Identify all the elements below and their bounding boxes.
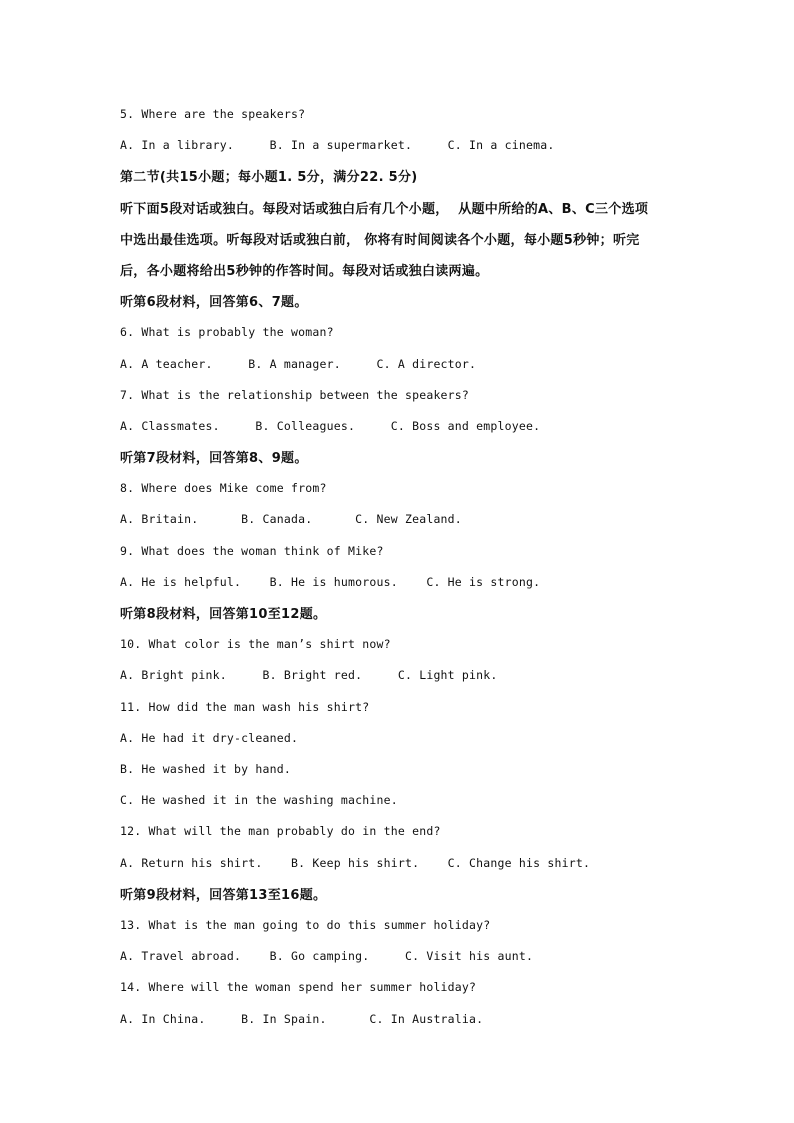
question-12: 12. What will the man probably do in the end? bbox=[120, 824, 441, 838]
question-6: 6. What is probably the woman? bbox=[120, 325, 334, 339]
option-11a: A. He had it dry-cleaned. bbox=[120, 731, 299, 745]
options-6: A. A teacher. B. A manager. C. A director. bbox=[120, 357, 477, 371]
section-heading: 第二节(共15小题；每小题1. 5分，满分22. 5分) bbox=[120, 170, 418, 185]
question-13: 13. What is the man going to do this summer holiday? bbox=[120, 918, 491, 932]
question-8: 8. Where does Mike come from? bbox=[120, 481, 327, 495]
options-9: A. He is helpful. B. He is humorous. C. He is strong. bbox=[120, 575, 541, 589]
option-11b: B. He washed it by hand. bbox=[120, 762, 291, 776]
material-6-heading: 听第6段材料，回答第6、7题。 bbox=[120, 295, 308, 310]
question-5: 5. Where are the speakers? bbox=[120, 107, 306, 121]
question-10: 10. What color is the man’s shirt now? bbox=[120, 637, 391, 651]
instructions-line-1: 听下面5段对话或独白。每段对话或独白后有几个小题， 从题中所给的A、B、C三个选项 bbox=[120, 202, 649, 217]
instructions-line-3: 后，各小题将给出5秒钟的作答时间。每段对话或独白读两遍。 bbox=[120, 264, 489, 279]
material-8-heading: 听第8段材料，回答第10至12题。 bbox=[120, 607, 327, 622]
material-9-heading: 听第9段材料，回答第13至16题。 bbox=[120, 888, 327, 903]
options-5: A. In a library. B. In a supermarket. C. In a cinema. bbox=[120, 138, 555, 152]
material-7-heading: 听第7段材料，回答第8、9题。 bbox=[120, 451, 308, 466]
instructions-line-2: 中选出最佳选项。听每段对话或独白前， 你将有时间阅读各个小题，每小题5秒钟；听完 bbox=[120, 233, 640, 248]
options-13: A. Travel abroad. B. Go camping. C. Visit his aunt. bbox=[120, 949, 534, 963]
options-14: A. In China. B. In Spain. C. In Australia. bbox=[120, 1012, 484, 1026]
question-14: 14. Where will the woman spend her summer holiday? bbox=[120, 980, 477, 994]
options-10: A. Bright pink. B. Bright red. C. Light pink. bbox=[120, 668, 498, 682]
options-7: A. Classmates. B. Colleagues. C. Boss and employee. bbox=[120, 419, 541, 433]
question-9: 9. What does the woman think of Mike? bbox=[120, 544, 384, 558]
options-12: A. Return his shirt. B. Keep his shirt. C. Change his shirt. bbox=[120, 856, 591, 870]
options-8: A. Britain. B. Canada. C. New Zealand. bbox=[120, 512, 462, 526]
question-11: 11. How did the man wash his shirt? bbox=[120, 700, 370, 714]
question-7: 7. What is the relationship between the speakers? bbox=[120, 388, 470, 402]
option-11c: C. He washed it in the washing machine. bbox=[120, 793, 398, 807]
